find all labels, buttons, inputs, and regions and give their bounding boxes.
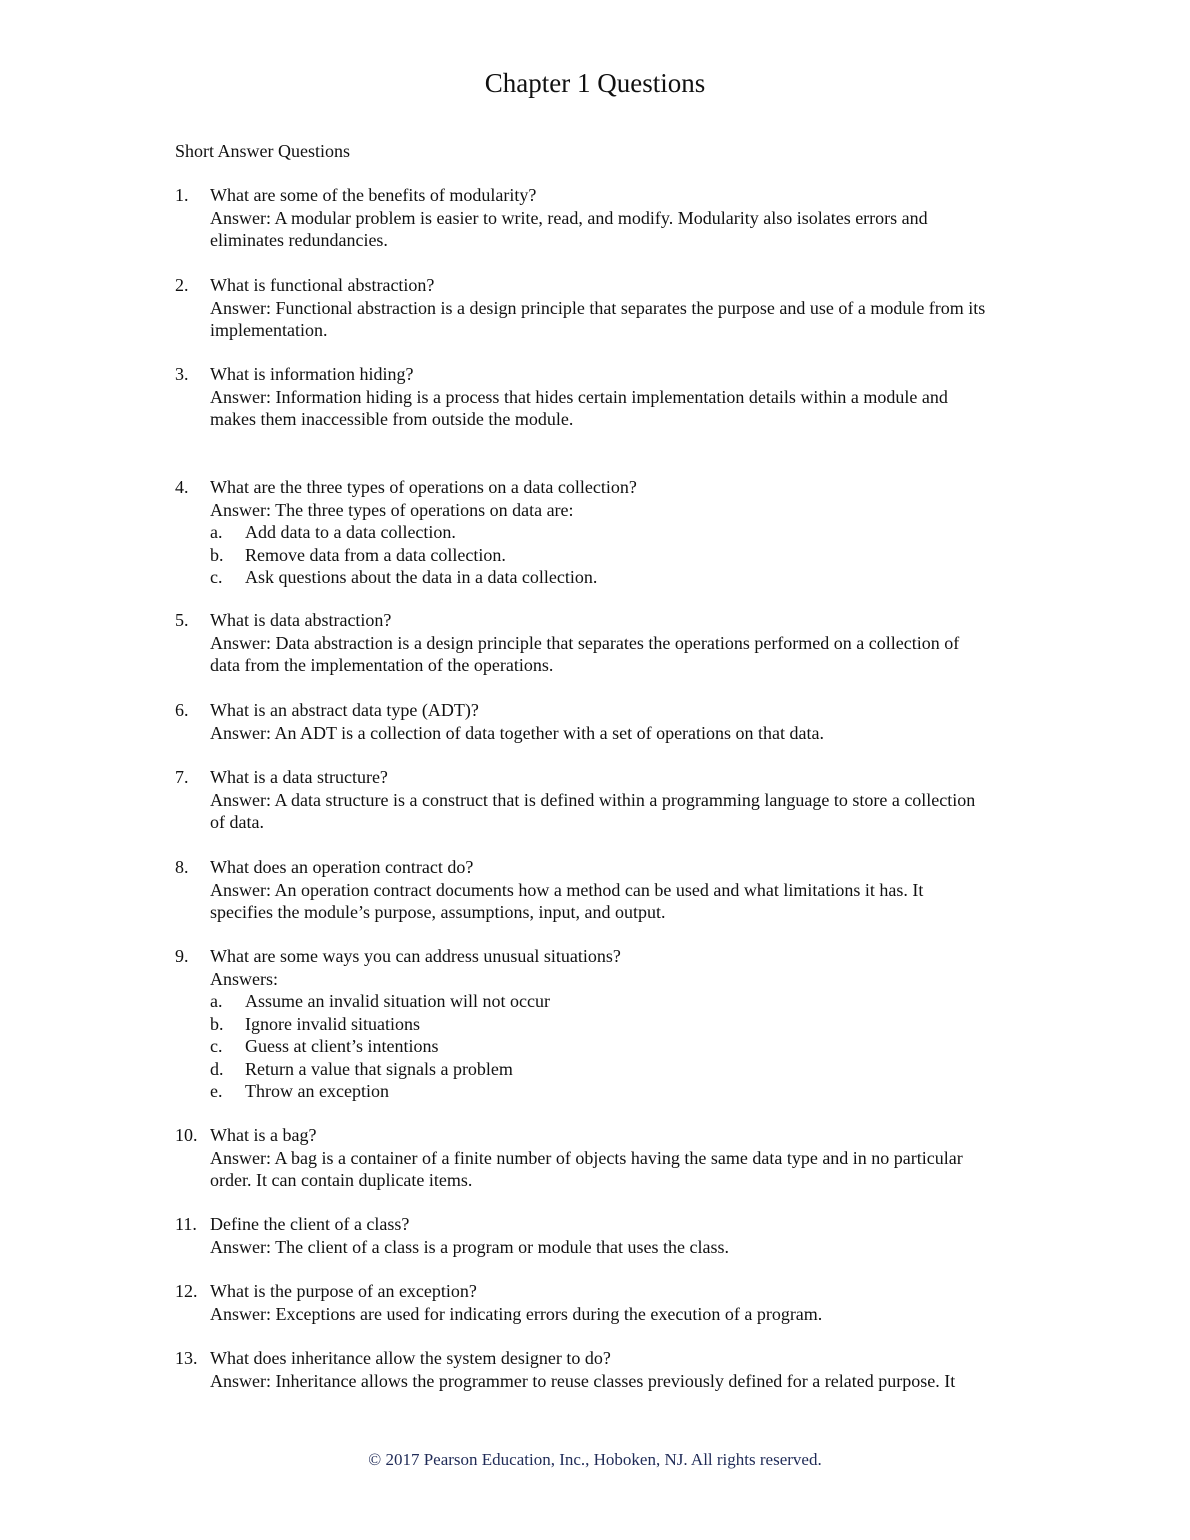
answer-text: Answer: A modular problem is easier to write, read, and modify. Modularity also isolates errors and (210, 207, 928, 228)
list-text: Guess at client’s intentions (245, 1036, 439, 1056)
question-text: What is functional abstraction? (210, 275, 435, 295)
list-text: Ignore invalid situations (245, 1013, 420, 1034)
question-item (175, 184, 1055, 252)
question-item (175, 274, 1055, 342)
answer-text: specifies the module’s purpose, assumptions, input, and output. (210, 902, 666, 922)
copyright-footer: © 2017 Pearson Education, Inc., Hoboken, NJ. All rights reserved. (368, 1450, 822, 1469)
question-text: What are the three types of operations on a data collection? (210, 477, 637, 497)
list-item (210, 521, 1055, 544)
question-item (175, 1124, 1055, 1192)
list-letter: c. (210, 567, 223, 587)
question-item (175, 1280, 1055, 1325)
answer-text: Answer: Exceptions are used for indicating errors during the execution of a program. (210, 1303, 823, 1324)
question-number: 9. (175, 946, 189, 966)
question-text: What is data abstraction? (210, 610, 392, 630)
question-item (175, 699, 1055, 744)
question-number: 5. (175, 610, 189, 630)
list-text: Add data to a data collection. (245, 522, 456, 542)
list-letter: a. (210, 522, 223, 542)
section-heading: Short Answer Questions (175, 141, 350, 161)
question-text: What does inheritance allow the system designer to do? (210, 1348, 611, 1368)
answer-text: Answer: Inheritance allows the programmer to reuse classes previously defined for a related purpose. It (210, 1370, 956, 1391)
question-text: What is a bag? (210, 1125, 317, 1145)
answer-text: eliminates redundancies. (210, 230, 388, 250)
list-item (210, 1013, 1055, 1036)
question-item (175, 363, 1055, 431)
list-letter: a. (210, 991, 223, 1011)
question-number: 2. (175, 275, 189, 295)
question-item (175, 856, 1055, 924)
question-number: 1. (175, 185, 189, 205)
question-text: What does an operation contract do? (210, 857, 474, 877)
question-text: Define the client of a class? (210, 1214, 410, 1234)
answer-text: implementation. (210, 320, 328, 340)
answer-text: Answer: An ADT is a collection of data together with a set of operations on that data. (210, 722, 825, 743)
question-text: What is an abstract data type (ADT)? (210, 700, 479, 720)
list-text: Assume an invalid situation will not occur (245, 991, 550, 1011)
answer-text: Answer: A data structure is a construct that is defined within a programming language to store a collection (210, 789, 976, 810)
page-title: Chapter 1 Questions (484, 68, 706, 98)
answer-text: makes them inaccessible from outside the module. (210, 409, 574, 429)
question-text: What is the purpose of an exception? (210, 1281, 477, 1301)
question-number: 11. (175, 1214, 197, 1234)
list-text: Throw an exception (245, 1081, 389, 1101)
answer-text: Answer: Information hiding is a process that hides certain implementation details within a module and (210, 386, 948, 407)
question-item (175, 1213, 1055, 1258)
question-text: What is a data structure? (210, 767, 388, 787)
answer-text: data from the implementation of the operations. (210, 655, 554, 675)
question-number: 13. (175, 1348, 198, 1368)
answer-text: of data. (210, 812, 264, 832)
question-number: 3. (175, 364, 189, 384)
list-item (210, 1080, 1055, 1103)
answer-text: Answer: The three types of operations on data are: (210, 499, 574, 520)
list-letter: c. (210, 1036, 223, 1056)
list-letter: e. (210, 1081, 223, 1101)
question-item (175, 766, 1055, 834)
answer-text: Answers: (210, 968, 278, 989)
answer-text: Answer: Functional abstraction is a design principle that separates the purpose and use of a module from its (210, 297, 986, 318)
answer-text: Answer: The client of a class is a program or module that uses the class. (210, 1236, 730, 1257)
question-text: What are some ways you can address unusual situations? (210, 946, 621, 966)
question-text: What is information hiding? (210, 364, 414, 384)
list-text: Return a value that signals a problem (245, 1058, 513, 1079)
question-item (175, 609, 1055, 677)
question-item (175, 476, 1055, 589)
question-number: 12. (175, 1281, 198, 1301)
list-letter: b. (210, 544, 224, 565)
question-number: 10. (175, 1125, 198, 1145)
list-item (210, 566, 1055, 589)
list-text: Remove data from a data collection. (245, 544, 506, 565)
answer-text: Answer: Data abstraction is a design principle that separates the operations performed on a collection of (210, 632, 960, 653)
list-text: Ask questions about the data in a data collection. (245, 567, 598, 587)
question-number: 7. (175, 767, 189, 787)
list-item (210, 990, 1055, 1013)
answer-text: order. It can contain duplicate items. (210, 1170, 473, 1190)
question-item (175, 1347, 1055, 1392)
list-letter: b. (210, 1013, 224, 1034)
answer-text: Answer: A bag is a container of a finite number of objects having the same data type and in no particular (210, 1147, 963, 1168)
question-number: 6. (175, 700, 189, 720)
list-letter: d. (210, 1058, 224, 1079)
question-number: 4. (175, 477, 189, 497)
list-item (210, 1058, 1055, 1081)
question-number: 8. (175, 857, 189, 877)
list-item (210, 1035, 1055, 1058)
list-item (210, 544, 1055, 567)
question-item (175, 945, 1055, 1103)
question-text: What are some of the benefits of modularity? (210, 185, 537, 205)
answer-text: Answer: An operation contract documents how a method can be used and what limitations it has. It (210, 879, 924, 900)
